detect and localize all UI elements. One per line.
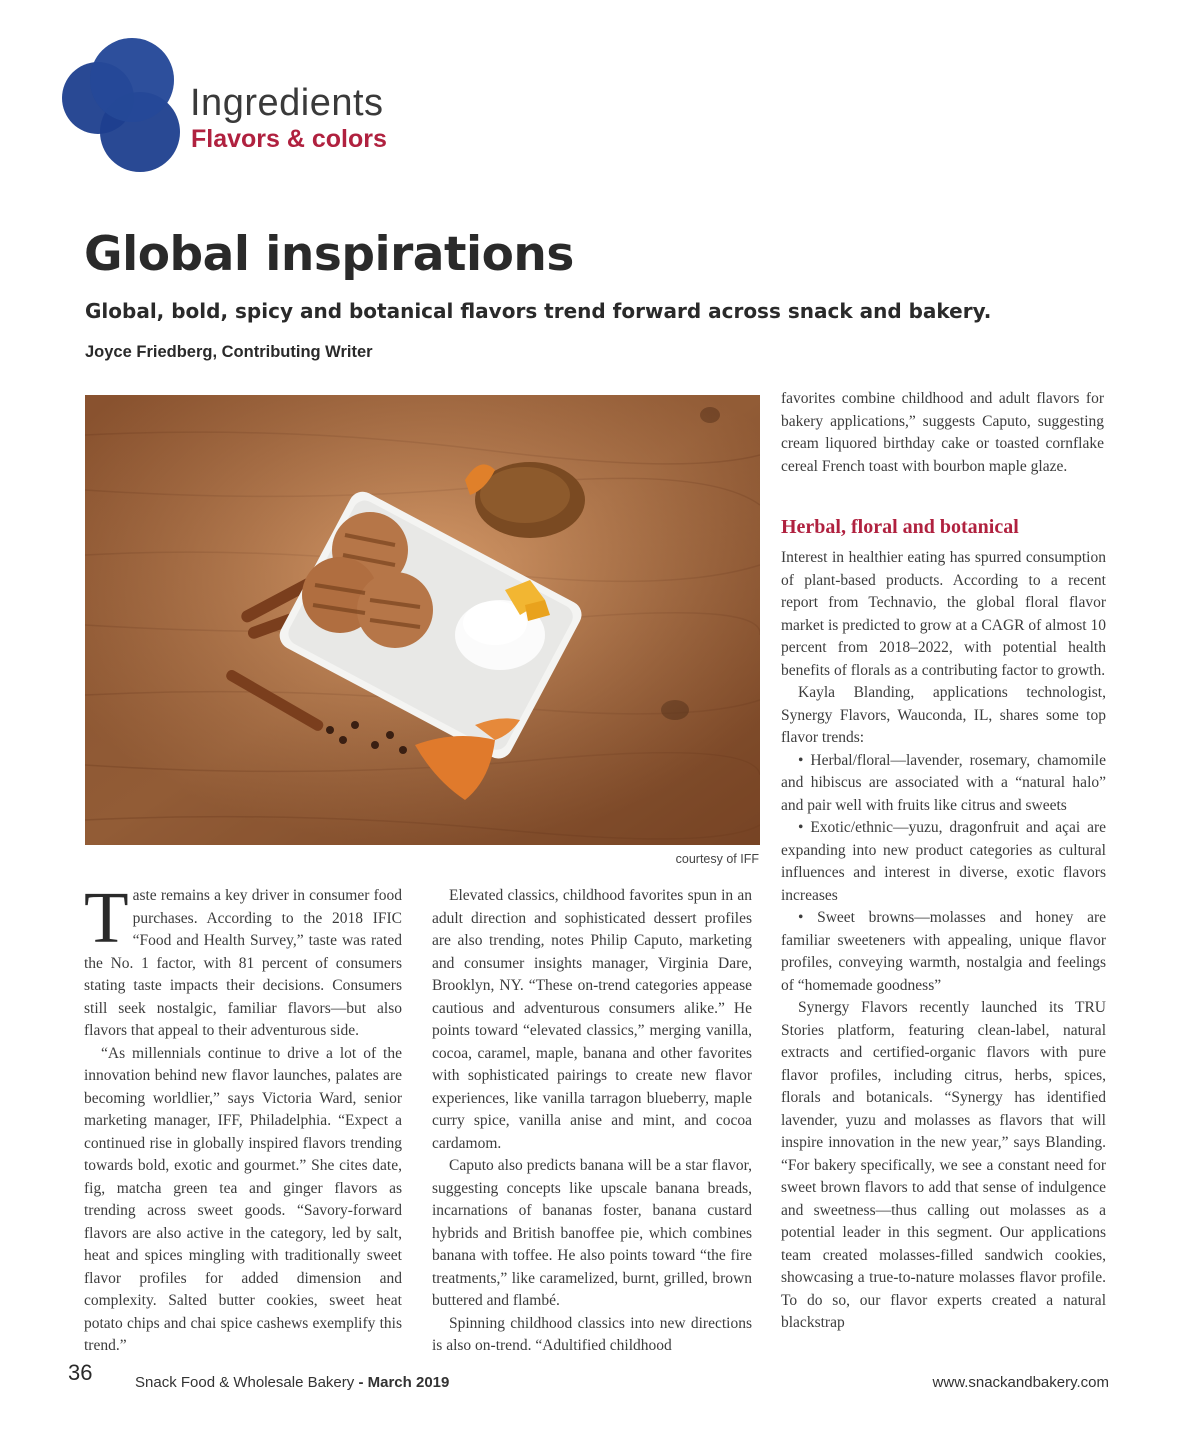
- article-byline: Joyce Friedberg, Contributing Writer: [85, 343, 373, 361]
- publication-name: Snack Food & Wholesale Bakery: [135, 1374, 355, 1391]
- section-title: Ingredients: [190, 82, 384, 124]
- col2-paragraph-3: Spinning childhood classics into new directions is also on-trend. “Adultified childhood: [432, 1314, 752, 1354]
- col3-bullet-2: • Exotic/ethnic—yuzu, dragonfruit and açai are expanding into new product categories as cultural influences and interest in diverse, exotic flavors increases: [781, 819, 1106, 904]
- col3-paragraph-1: Interest in healthier eating has spurred consumption of plant-based products. According to a recent report from Technavio, the global floral flavor market is predicted to grow at a CAGR of almost 10 percent from 2018–2022, with potential health benefits of florals as a contributing factor to growth.: [781, 549, 1106, 679]
- column-1: [84, 877, 402, 1358]
- column-2: [432, 885, 752, 1358]
- col2-paragraph-2: Caputo also predicts banana will be a star flavor, suggesting concepts like upscale banana breads, incarnations of bananas foster, banana custard hybrids and British banoffee pie, which combines banana with toffee. He also points toward “the fire treatments,” like caramelized, burnt, grilled, brown buttered and flambé.: [432, 1157, 752, 1309]
- article-headline: Global inspirations: [84, 227, 574, 282]
- article-deck: Global, bold, spicy and botanical flavors trend forward across snack and bakery.: [85, 299, 992, 323]
- page-number: 36: [68, 1360, 93, 1385]
- photo-credit: courtesy of IFF: [675, 852, 759, 866]
- section-logo: [60, 38, 185, 173]
- section-subtitle: Flavors & colors: [191, 125, 387, 153]
- col3-paragraph-3: Synergy Flavors recently launched its TRU Stories platform, featuring clean-label, natural extracts and certified-organic flavors with pure flavor profiles, including citrus, herbs, spices, florals and botanicals. “Synergy has identified lavender, yuzu and molasses as flavors that will inspire innovation in the new year,” says Blanding. “For bakery specifically, we see a constant need for sweet brown flavors to add that sense of indulgence and sweetness—thus calling out molasses as a potential leader in this segment. Our applications team created molasses-filled sandwich cookies, showcasing a true-to-nature molasses flavor profile. To do so, our flavor experts created a natural blackstrap: [781, 999, 1106, 1331]
- col3-paragraph-2: Kayla Blanding, applications technologist, Synergy Flavors, Wauconda, IL, shares some top flavor trends:: [781, 684, 1106, 746]
- website-link[interactable]: www.snackandbakery.com: [932, 1374, 1109, 1391]
- col3-continuation: favorites combine childhood and adult flavors for bakery applications,” suggests Caputo, suggesting cream liquored birthday cake or toasted cornflake cereal French toast with bourbon maple glaze.: [781, 390, 1104, 475]
- col3-bullet-3: • Sweet browns—molasses and honey are familiar sweeteners with appealing, unique flavor profiles, conveying warmth, nostalgia and feelings of “homemade goodness”: [781, 909, 1106, 994]
- publication-separator: -: [354, 1374, 368, 1391]
- column-3: [781, 547, 1106, 1335]
- column-3-top: [781, 388, 1104, 478]
- col1-paragraph-1-text: aste remains a key driver in consumer food purchases. According to the 2018 IFIC “Food and Health Survey,” taste was rated the No. 1 factor, with 81 percent of consumers stating taste impacts their decisions. Consumers still seek nostalgic, familiar flavors—but also flavors that appeal to their adventurous side.: [84, 887, 402, 1039]
- publication-line: [135, 1374, 449, 1391]
- col1-paragraph-1: [84, 877, 402, 1043]
- issue-date: March 2019: [367, 1374, 450, 1391]
- article-photo: [85, 395, 760, 845]
- col2-paragraph-1: Elevated classics, childhood favorites spun in an adult direction and sophisticated dessert profiles are also trending, notes Philip Caputo, marketing and consumer insights manager, Virginia Dare, Brooklyn, NY. “These on-trend categories appease cautious and adventurous consumers alike.” He points toward “elevated classics,” merging vanilla, cocoa, caramel, maple, banana and other favorites with sophisticated pairings to create new flavor experiences, like vanilla tarragon blueberry, maple curry spice, vanilla anise and mint, and cocoa cardamom.: [432, 887, 752, 1152]
- drop-cap: T: [84, 877, 129, 958]
- col1-paragraph-2: “As millennials continue to drive a lot of the innovation behind new flavor launches, palates are becoming worldlier,” says Victoria Ward, senior marketing manager, IFF, Philadelphia. “Expect a continued rise in globally inspired flavors trending towards bold, exotic and gourmet.” She cites date, fig, matcha green tea and ginger flavors as trending across sweet goods. “Savory-forward flavors are also active in the category, led by salt, heat and spices mingling with traditionally sweet flavor profiles for added dimension and complexity. Salted butter cookies, sweet heat potato chips and chai spice cashews exemplify this trend.”: [84, 1044, 402, 1354]
- section-subhead: Herbal, floral and botanical: [781, 516, 1019, 538]
- col3-bullet-1: • Herbal/floral—lavender, rosemary, chamomile and hibiscus are associated with a “natural halo” and pair well with fruits like citrus and sweets: [781, 751, 1106, 814]
